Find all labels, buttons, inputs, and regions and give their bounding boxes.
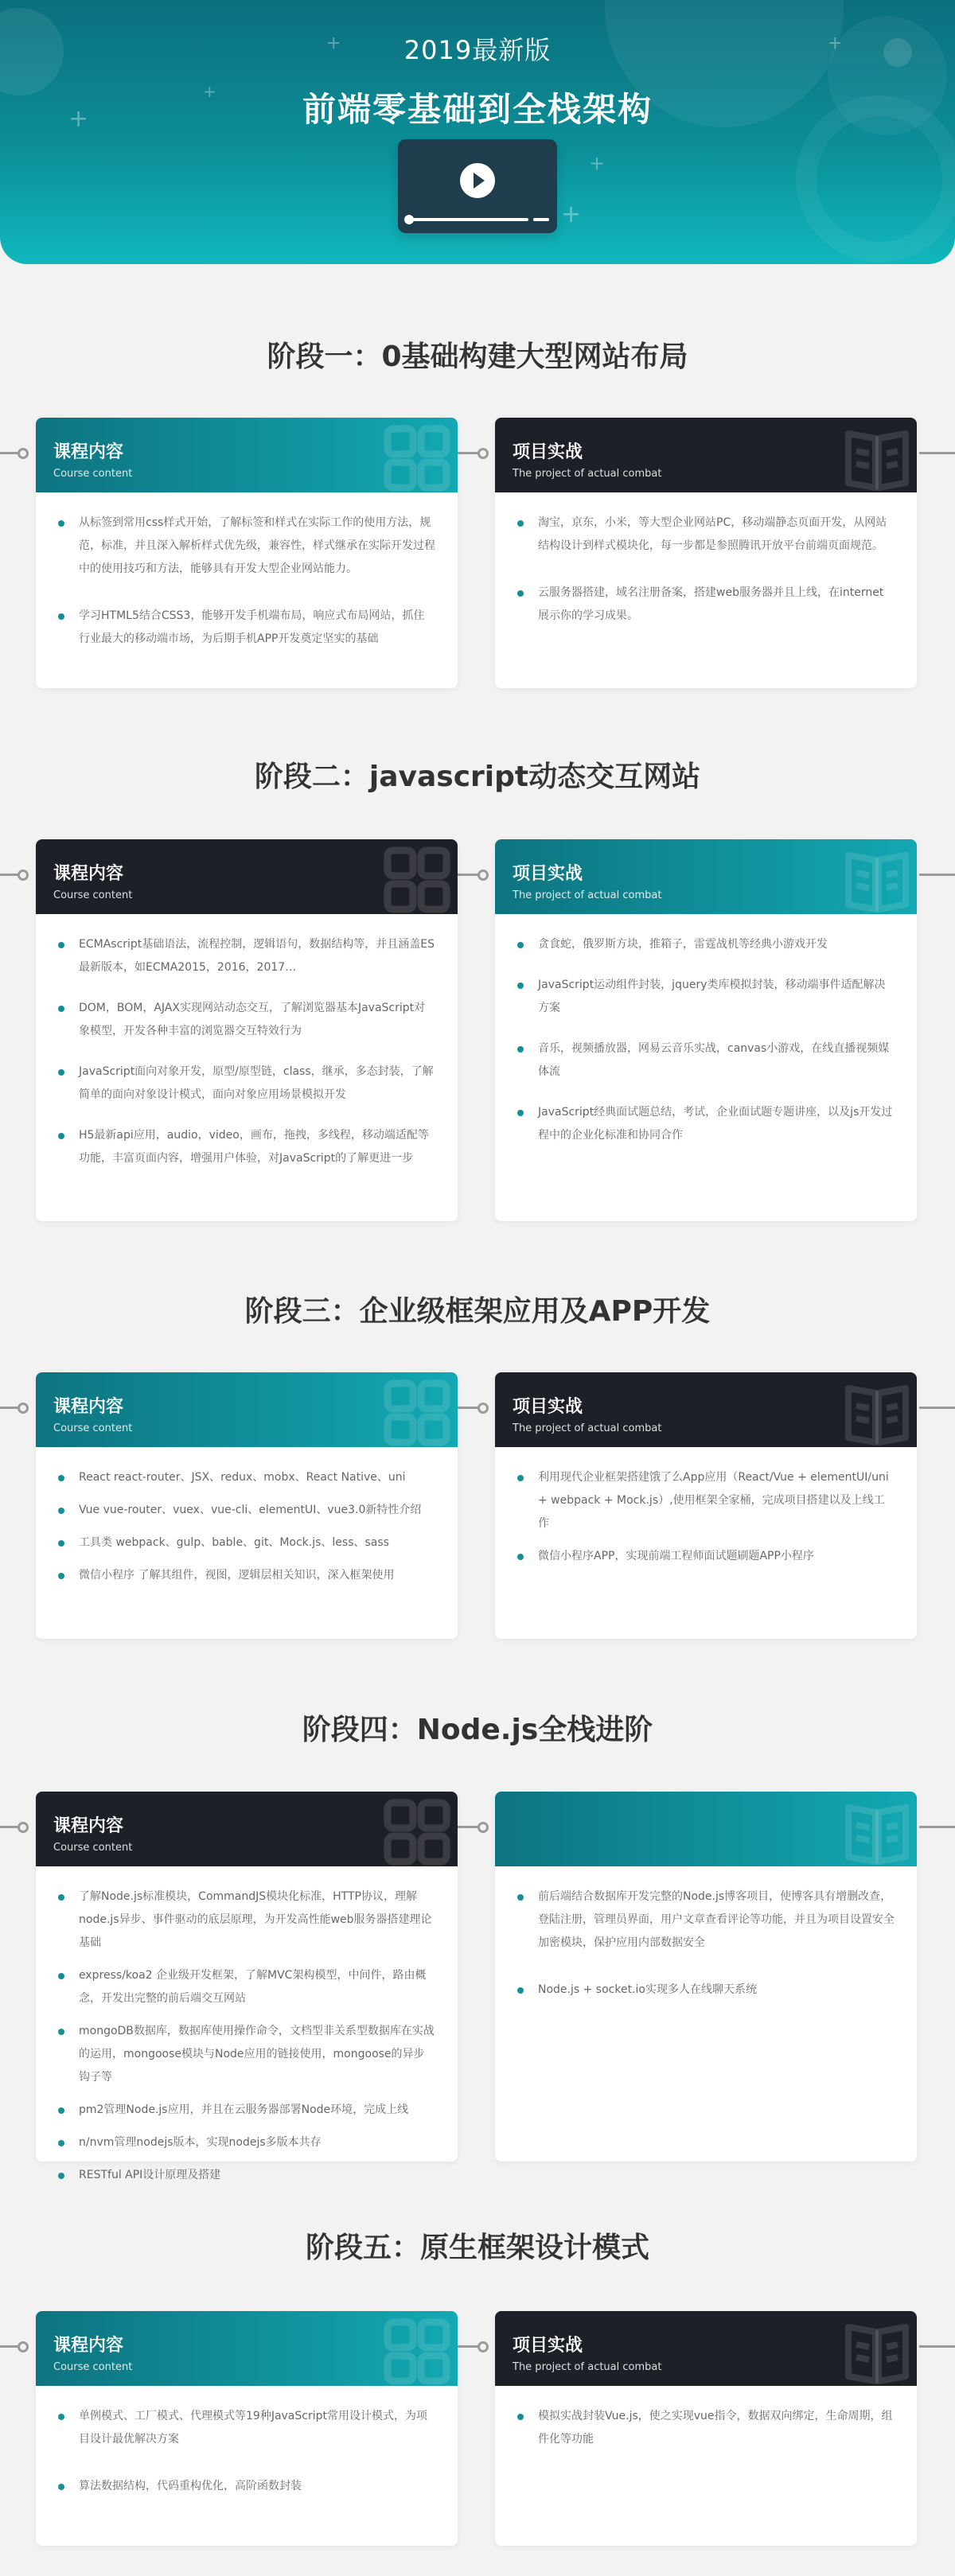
card-header-subtitle: The project of actual combat — [513, 1422, 662, 1434]
plus-icon: + — [561, 200, 582, 228]
video-player[interactable] — [398, 139, 557, 233]
card-header-title: 课程内容 — [53, 864, 124, 884]
course-card-header — [36, 1792, 458, 1866]
project-card — [495, 1792, 917, 2162]
list-item: Node.js + socket.io实现多人在线聊天系统 — [517, 1979, 895, 2002]
course-list — [36, 914, 458, 1204]
project-card-header — [495, 1792, 917, 1866]
card-header-subtitle: Course content — [53, 1842, 133, 1854]
list-item: 云服务器搭建，域名注册备案，搭建web服务器并且上线，在internet展示你的学习成果。 — [517, 582, 895, 628]
plus-icon: + — [589, 152, 606, 174]
project-list — [495, 914, 917, 1181]
timeline-connector — [919, 1826, 955, 1828]
progress-track[interactable] — [409, 218, 528, 221]
list-item: ECMAscript基础语法，流程控制，逻辑语句，数据结构等，并且涵盖ES最新版本，如ECMA2015，2016，2017… — [58, 933, 435, 979]
project-list — [495, 2386, 917, 2491]
list-item: mongoDB数据库，数据库使用操作命令，文档型非关系型数据库在实战的运用，mongoose模块与Node应用的链接使用，mongoose的异步钩子等 — [58, 2020, 435, 2089]
project-card — [495, 418, 917, 688]
list-item: 从标签到常用css样式开始，了解标签和样式在实际工作的使用方法，规范，标准，并且深入解析样式优先级，兼容性，样式继承在实际开发过程中的使用技巧和方法，能够具有开发大型企业网站能力。 — [58, 512, 435, 581]
book-icon — [837, 1377, 917, 1447]
list-item: 微信小程序 了解其组件，视图，逻辑层相关知识，深入框架使用 — [58, 1564, 435, 1587]
book-icon — [837, 2316, 917, 2386]
timeline-connector — [458, 452, 480, 454]
list-item: express/koa2 企业级开发框架，了解MVC架构模型，中间件，路由概念，开发出完整的前后端交互网站 — [58, 1964, 435, 2010]
course-card — [36, 839, 458, 1221]
card-header-subtitle: Course content — [53, 889, 133, 901]
list-item: H5最新api应用，audio，video，画布，拖拽，多线程，移动端适配等功能，丰富页面内容，增强用户体验，对JavaScript的了解更进一步 — [58, 1124, 435, 1170]
grid-icon — [378, 844, 458, 914]
card-header-subtitle: Course content — [53, 2361, 133, 2373]
course-card — [36, 1792, 458, 2181]
plus-icon: + — [326, 33, 341, 53]
course-list — [36, 1447, 458, 1613]
stage-title: 阶段四：Node.js全栈进阶 — [302, 1714, 653, 1746]
project-card — [495, 839, 917, 1221]
project-list — [495, 492, 917, 667]
list-item: 模拟实战封装Vue.js，使之实现vue指令，数据双向绑定，生命周期，组件化等功能 — [517, 2405, 895, 2451]
stage-title: 阶段二：javascript动态交互网站 — [254, 761, 701, 793]
stage-title: 阶段五：原生框架设计模式 — [305, 2232, 649, 2264]
timeline-node — [18, 1822, 29, 1833]
plus-icon: + — [68, 105, 89, 133]
grid-icon — [378, 2316, 458, 2386]
book-icon — [837, 422, 917, 492]
course-card-header — [36, 2311, 458, 2386]
timeline-connector — [458, 1407, 480, 1409]
timeline-connector — [458, 874, 480, 876]
timeline-connector — [458, 1826, 480, 1828]
card-header-subtitle: Course content — [53, 1422, 133, 1434]
card-header-title: 项目实战 — [513, 1397, 583, 1417]
project-card-header — [495, 1372, 917, 1447]
list-item: 单例模式、工厂模式、代理模式等19种JavaScript常用设计模式，为项目设计最优解决方案 — [58, 2405, 435, 2451]
course-card-header — [36, 418, 458, 492]
course-card — [36, 418, 458, 688]
card-header-subtitle: Course content — [53, 468, 133, 480]
list-item: Vue vue-router、vuex、vue-cli、elementUI、vue3.0新特性介绍 — [58, 1499, 435, 1522]
list-item: 前后端结合数据库开发完整的Node.js博客项目，使博客具有增删改查，登陆注册，管理员界面，用户文章查看评论等功能，并且为项目设置安全加密模块，保护应用内部数据安全 — [517, 1885, 895, 1955]
book-icon — [837, 1796, 917, 1866]
list-item: 学习HTML5结合CSS3，能够开发手机端布局，响应式布局网站，抓住行业最大的移动端市场，为后期手机APP开发奠定坚实的基础 — [58, 605, 435, 651]
hero-banner — [0, 0, 955, 264]
list-item: 淘宝，京东，小米，等大型企业网站PC，移动端静态页面开发，从网站结构设计到样式模块化，每一步都是参照腾讯开放平台前端页面规范。 — [517, 512, 895, 558]
list-item: JavaScript运动组件封装，jquery类库模拟封装，移动端事件适配解决方案 — [517, 974, 895, 1020]
card-header-subtitle: The project of actual combat — [513, 2361, 662, 2373]
project-card — [495, 1372, 917, 1639]
grid-icon — [378, 422, 458, 492]
list-item: 贪食蛇，俄罗斯方块，推箱子，雷霆战机等经典小游戏开发 — [517, 933, 895, 956]
project-list — [495, 1447, 917, 1593]
stage-title: 阶段一：0基础构建大型网站布局 — [267, 340, 688, 373]
list-item: 了解Node.js标准模块，CommandJS模块化标准，HTTP协议，理解node.js异步、事件驱动的底层原理，为开发高性能web服务器搭建理论基础 — [58, 1885, 435, 1955]
list-item: 微信小程序APP，实现前端工程师面试题刷题APP小程序 — [517, 1545, 895, 1568]
timeline-node — [477, 1403, 489, 1414]
list-item: RESTful API设计原理及搭建 — [58, 2164, 435, 2187]
timeline-node — [18, 448, 29, 459]
card-header-title: 课程内容 — [53, 1816, 124, 1836]
list-item: 工具类 webpack、gulp、bable、git、Mock.js、less、sass — [58, 1531, 435, 1555]
course-card — [36, 2311, 458, 2546]
book-icon — [837, 844, 917, 914]
project-card-header — [495, 839, 917, 914]
list-item: 音乐，视频播放器，网易云音乐实战，canvas小游戏，在线直播视频媒体流 — [517, 1037, 895, 1084]
timeline-node — [477, 2341, 489, 2352]
timeline-connector — [919, 1407, 955, 1409]
list-item: DOM，BOM，AJAX实现网站动态交互，了解浏览器基本JavaScript对象模型，开发各种丰富的浏览器交互特效行为 — [58, 997, 435, 1043]
progress-handle[interactable] — [404, 215, 414, 224]
plus-icon: + — [828, 33, 843, 53]
card-header-title: 项目实战 — [513, 442, 583, 462]
card-header-title: 课程内容 — [53, 442, 124, 462]
timeline-node — [18, 870, 29, 881]
timeline-connector — [919, 452, 955, 454]
hero-title: 前端零基础到全栈架构 — [302, 90, 653, 129]
list-item: n/nvm管理nodejs版本，实现nodejs多版本共存 — [58, 2131, 435, 2154]
project-card — [495, 2311, 917, 2546]
progress-tail — [533, 218, 549, 221]
timeline-node — [477, 870, 489, 881]
plus-icon: + — [203, 82, 216, 101]
timeline-node — [477, 1822, 489, 1833]
play-icon[interactable] — [460, 163, 495, 198]
timeline-connector — [919, 2345, 955, 2348]
course-list — [36, 2386, 458, 2538]
grid-icon — [378, 1377, 458, 1447]
grid-icon — [378, 1796, 458, 1866]
list-item: JavaScript面向对象开发，原型/原型链，class，继承，多态封装，了解简单的面向对象设计模式，面向对象应用场景模拟开发 — [58, 1060, 435, 1107]
course-list — [36, 492, 458, 691]
card-header-subtitle: The project of actual combat — [513, 468, 662, 480]
course-card-header — [36, 839, 458, 914]
list-item: JavaScript经典面试题总结，考试，企业面试题专题讲座，以及js开发过程中的企业化标准和协同合作 — [517, 1101, 895, 1147]
card-header-title: 项目实战 — [513, 864, 583, 884]
card-header-title: 项目实战 — [513, 2336, 583, 2356]
project-card-header — [495, 2311, 917, 2386]
card-header-title: 课程内容 — [53, 2336, 124, 2356]
card-header-subtitle: The project of actual combat — [513, 889, 662, 901]
timeline-node — [477, 448, 489, 459]
project-list — [495, 1866, 917, 2041]
course-card — [36, 1372, 458, 1639]
timeline-node — [18, 2341, 29, 2352]
list-item: 利用现代企业框架搭建饿了么App应用（React/Vue + elementUI/uni + webpack + Mock.js）,使用框架全家桶，完成项目搭建以及上线工作 — [517, 1466, 895, 1535]
card-header-title: 课程内容 — [53, 1397, 124, 1417]
timeline-connector — [458, 2345, 480, 2348]
timeline-node — [18, 1403, 29, 1414]
timeline-connector — [919, 874, 955, 876]
list-item: 算法数据结构，代码重构优化，高阶函数封装 — [58, 2475, 435, 2498]
course-list — [36, 1866, 458, 2212]
hero-year: 2019最新版 — [403, 35, 552, 65]
list-item: React react-router、JSX、redux、mobx、React Native、uni — [58, 1466, 435, 1489]
project-card-header — [495, 418, 917, 492]
list-item: pm2管理Node.js应用，并且在云服务器部署Node环境，完成上线 — [58, 2099, 435, 2122]
course-card-header — [36, 1372, 458, 1447]
stage-title: 阶段三：企业级框架应用及APP开发 — [244, 1295, 711, 1328]
